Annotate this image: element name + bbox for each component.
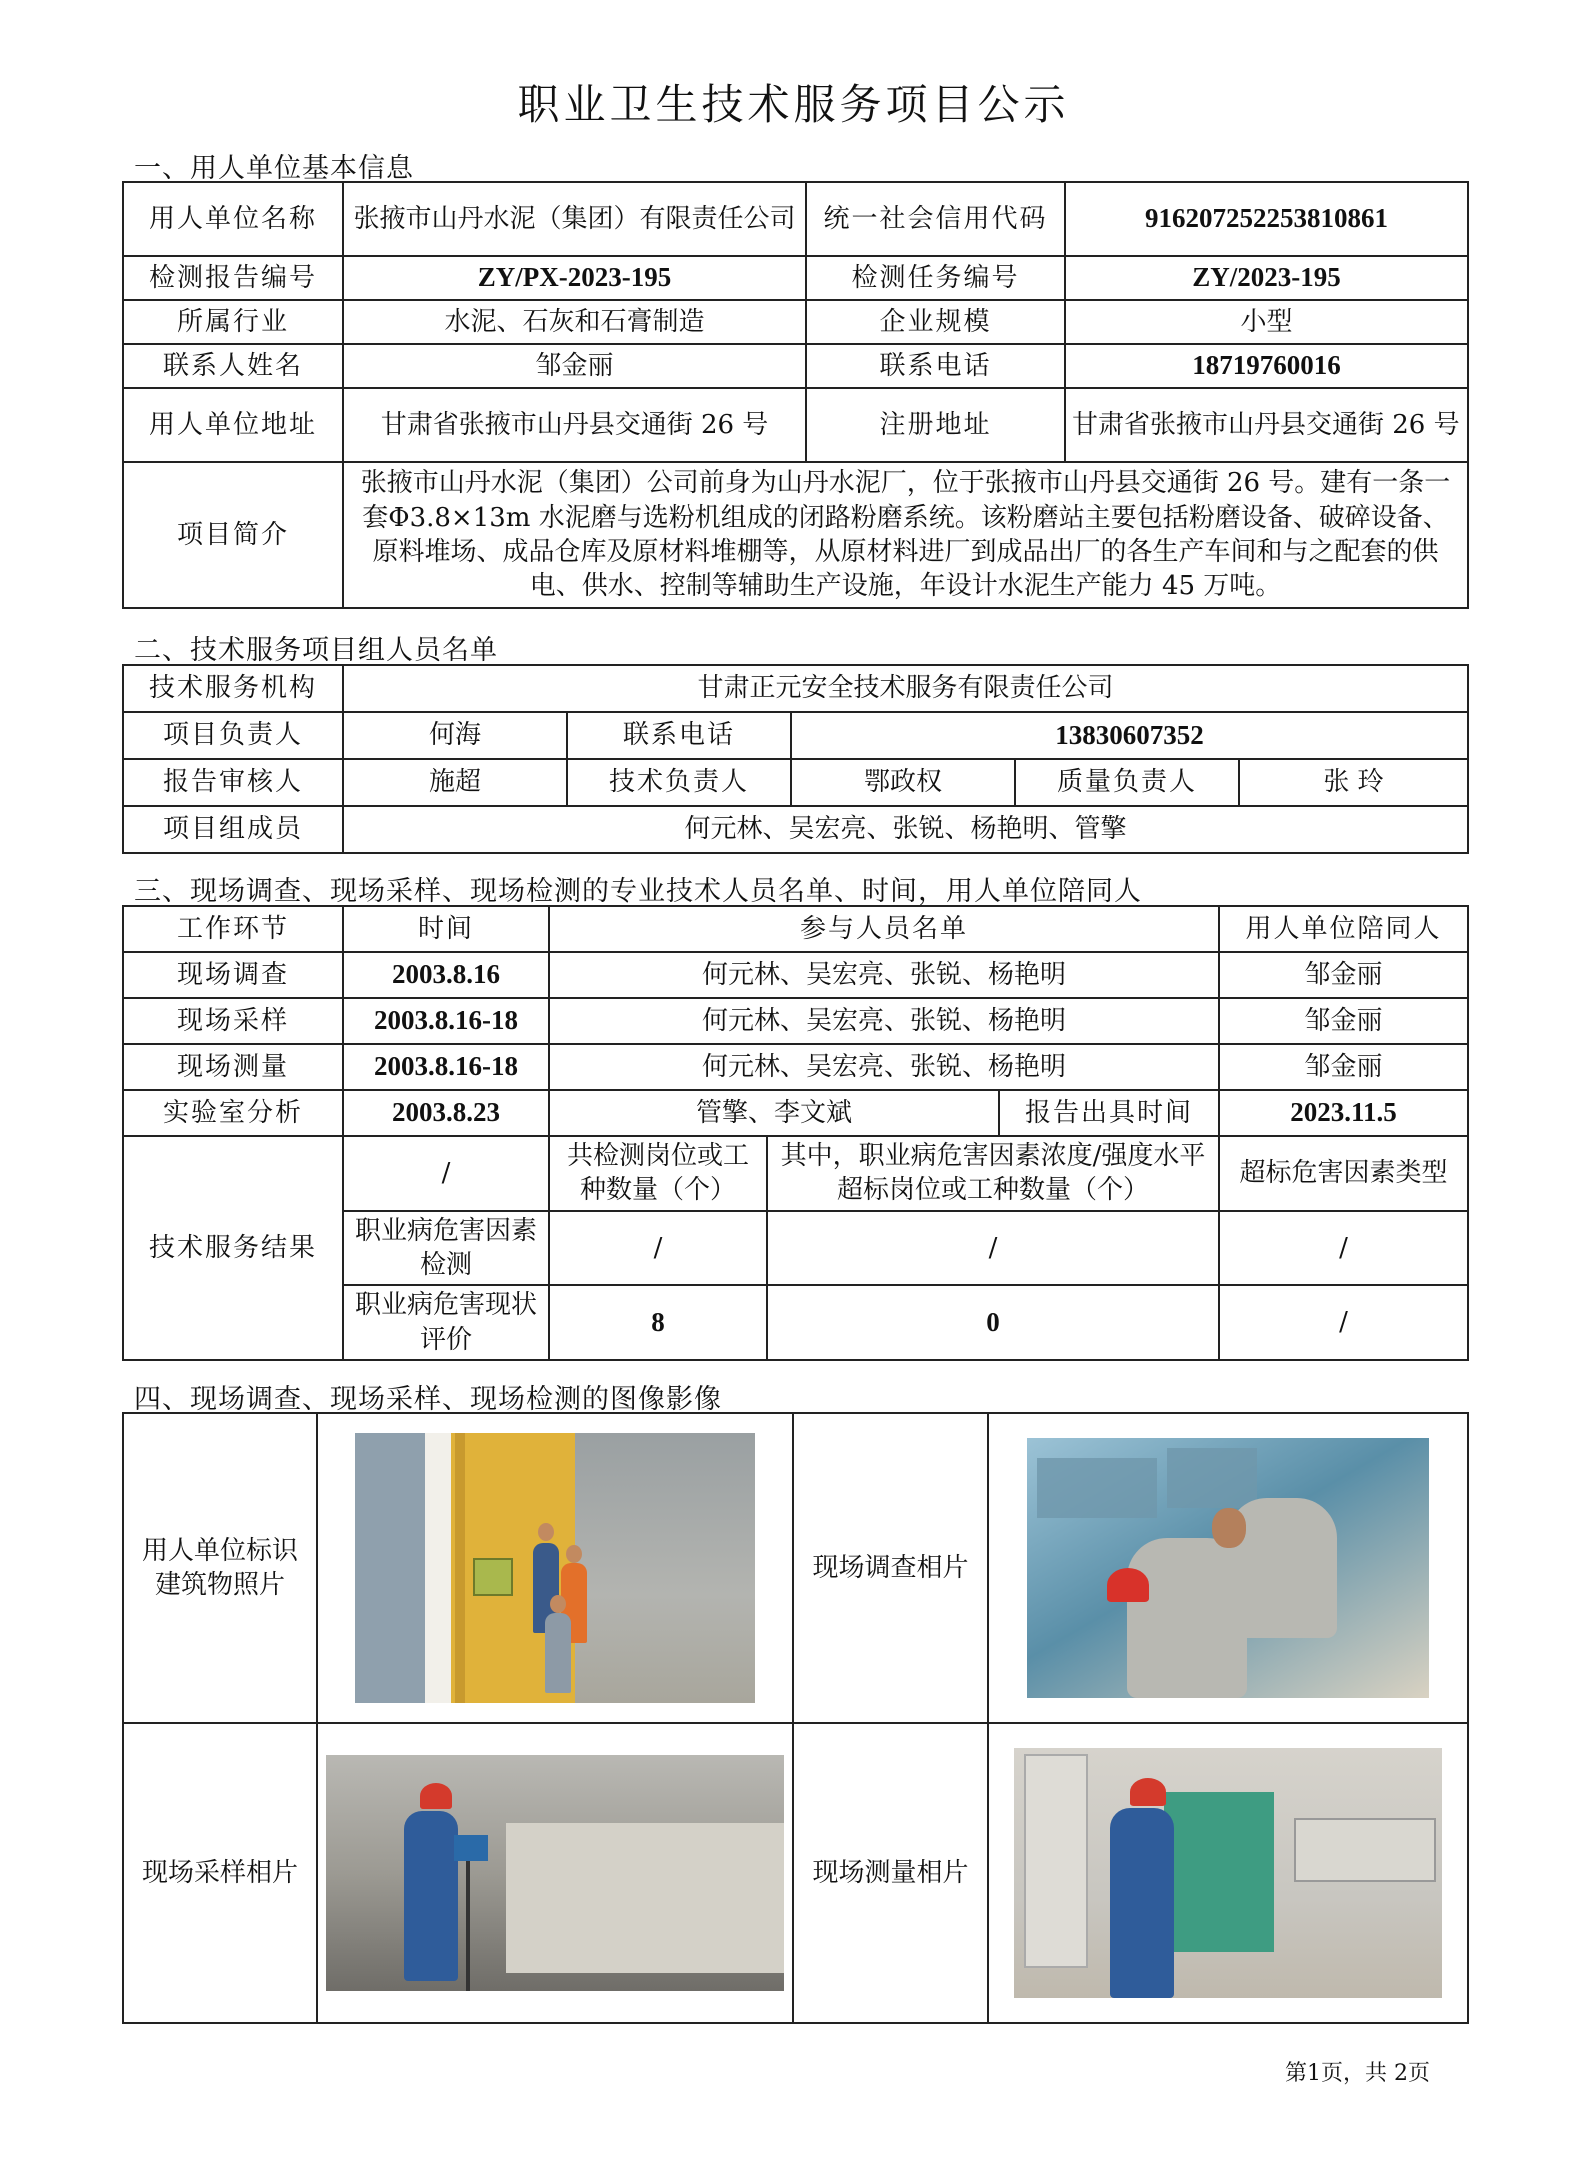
intro-label: 项目简介 — [123, 462, 343, 608]
industry-label: 所属行业 — [123, 300, 343, 344]
section4-heading: 四、现场调查、现场采样、现场检测的图像影像 — [134, 1384, 722, 1415]
result-row-type: / — [1219, 1211, 1468, 1286]
team-phone-value: 13830607352 — [791, 712, 1468, 759]
photo2-cell — [988, 1413, 1468, 1723]
reviewer-value: 施超 — [343, 759, 567, 806]
section1-heading: 一、用人单位基本信息 — [134, 153, 414, 184]
result-row-name: 职业病危害现状评价 — [343, 1285, 549, 1360]
result-row-exceed: / — [767, 1211, 1219, 1286]
report-time-value: 2023.11.5 — [1219, 1090, 1468, 1136]
building-photo — [355, 1433, 755, 1703]
credit-value: 916207252253810861 — [1065, 182, 1468, 256]
photo3-label: 现场采样相片 — [123, 1723, 317, 2023]
time-cell: 2003.8.16-18 — [343, 998, 549, 1044]
report-time-label: 报告出具时间 — [999, 1090, 1219, 1136]
reg-address-label: 注册地址 — [806, 388, 1065, 462]
results-head-exceed: 其中，职业病危害因素浓度/强度水平超标岗位或工种数量（个） — [767, 1136, 1219, 1211]
header-stage: 工作环节 — [123, 906, 343, 952]
industry-value: 水泥、石灰和石膏制造 — [343, 300, 806, 344]
lab-time-cell: 2003.8.23 — [343, 1090, 549, 1136]
report-no-label: 检测报告编号 — [123, 256, 343, 300]
onsite-table — [122, 905, 1469, 1361]
escort-cell: 邹金丽 — [1219, 1044, 1468, 1090]
quality-label: 质量负责人 — [1015, 759, 1239, 806]
result-row-count: 8 — [549, 1285, 767, 1360]
stage-cell: 现场测量 — [123, 1044, 343, 1090]
page-footer: 第1页，共 2页 — [1285, 2061, 1430, 2086]
stage-cell: 现场采样 — [123, 998, 343, 1044]
photo4-label: 现场测量相片 — [793, 1723, 988, 2023]
time-cell: 2003.8.16-18 — [343, 1044, 549, 1090]
photo2-label: 现场调查相片 — [793, 1413, 988, 1723]
photo1-cell — [317, 1413, 793, 1723]
measurement-photo — [1014, 1748, 1442, 1998]
time-cell: 2003.8.16 — [343, 952, 549, 998]
lab-people-cell: 管擎、李文斌 — [549, 1090, 999, 1136]
result-row-exceed: 0 — [767, 1285, 1219, 1360]
section3-heading: 三、现场调查、现场采样、现场检测的专业技术人员名单、时间，用人单位陪同人 — [134, 876, 1142, 907]
scale-label: 企业规模 — [806, 300, 1065, 344]
basic-info-table — [122, 181, 1469, 609]
name-value: 张掖市山丹水泥（集团）有限责任公司 — [343, 182, 806, 256]
results-head-slash: / — [343, 1136, 549, 1211]
survey-photo — [1027, 1438, 1429, 1698]
photo1-label: 用人单位标识建筑物照片 — [123, 1413, 317, 1723]
header-escort: 用人单位陪同人 — [1219, 906, 1468, 952]
sampling-photo — [326, 1755, 784, 1991]
results-label: 技术服务结果 — [123, 1136, 343, 1360]
page-title: 职业卫生技术服务项目公示 — [517, 80, 1070, 129]
result-row-count: / — [549, 1211, 767, 1286]
reviewer-label: 报告审核人 — [123, 759, 343, 806]
photo4-cell — [988, 1723, 1468, 2023]
people-cell: 何元林、吴宏亮、张锐、杨艳明 — [549, 998, 1219, 1044]
escort-cell: 邹金丽 — [1219, 998, 1468, 1044]
photo3-cell — [317, 1723, 793, 2023]
lab-stage-cell: 实验室分析 — [123, 1090, 343, 1136]
contact-label: 联系人姓名 — [123, 344, 343, 388]
tech-label: 技术负责人 — [567, 759, 791, 806]
scale-value: 小型 — [1065, 300, 1468, 344]
members-value: 何元林、吴宏亮、张锐、杨艳明、管擎 — [343, 806, 1468, 853]
task-no-value: ZY/2023-195 — [1065, 256, 1468, 300]
task-no-label: 检测任务编号 — [806, 256, 1065, 300]
photo-table — [122, 1412, 1469, 2024]
address-label: 用人单位地址 — [123, 388, 343, 462]
result-row-name: 职业病危害因素检测 — [343, 1211, 549, 1286]
contact-value: 邹金丽 — [343, 344, 806, 388]
quality-value: 张 玲 — [1239, 759, 1468, 806]
name-label: 用人单位名称 — [123, 182, 343, 256]
org-label: 技术服务机构 — [123, 665, 343, 712]
credit-label: 统一社会信用代码 — [806, 182, 1065, 256]
phone-value: 18719760016 — [1065, 344, 1468, 388]
results-head-count: 共检测岗位或工种数量（个） — [549, 1136, 767, 1211]
report-no-value: ZY/PX-2023-195 — [343, 256, 806, 300]
stage-cell: 现场调查 — [123, 952, 343, 998]
results-head-type: 超标危害因素类型 — [1219, 1136, 1468, 1211]
intro-value: 张掖市山丹水泥（集团）公司前身为山丹水泥厂，位于张掖市山丹县交通街 26 号。建有一条一套Φ3.8×13m 水泥磨与选粉机组成的闭路粉磨系统。该粉磨站主要包括粉磨设备、破碎设备、原料堆场、成品仓库及原材料堆棚等，从原材料进厂到成品出厂的各生产车间和与之配套的供电、供水、控制等辅助生产设施，年设计水泥生产能力 45 万吨。 — [343, 462, 1468, 608]
leader-value: 何海 — [343, 712, 567, 759]
team-table — [122, 664, 1469, 854]
org-value: 甘肃正元安全技术服务有限责任公司 — [343, 665, 1468, 712]
reg-address-value: 甘肃省张掖市山丹县交通街 26 号 — [1065, 388, 1468, 462]
people-cell: 何元林、吴宏亮、张锐、杨艳明 — [549, 952, 1219, 998]
members-label: 项目组成员 — [123, 806, 343, 853]
header-time: 时间 — [343, 906, 549, 952]
header-people: 参与人员名单 — [549, 906, 1219, 952]
result-row-type: / — [1219, 1285, 1468, 1360]
team-phone-label: 联系电话 — [567, 712, 791, 759]
leader-label: 项目负责人 — [123, 712, 343, 759]
phone-label: 联系电话 — [806, 344, 1065, 388]
tech-value: 鄂政权 — [791, 759, 1015, 806]
section2-heading: 二、技术服务项目组人员名单 — [134, 635, 498, 666]
escort-cell: 邹金丽 — [1219, 952, 1468, 998]
address-value: 甘肃省张掖市山丹县交通街 26 号 — [343, 388, 806, 462]
people-cell: 何元林、吴宏亮、张锐、杨艳明 — [549, 1044, 1219, 1090]
